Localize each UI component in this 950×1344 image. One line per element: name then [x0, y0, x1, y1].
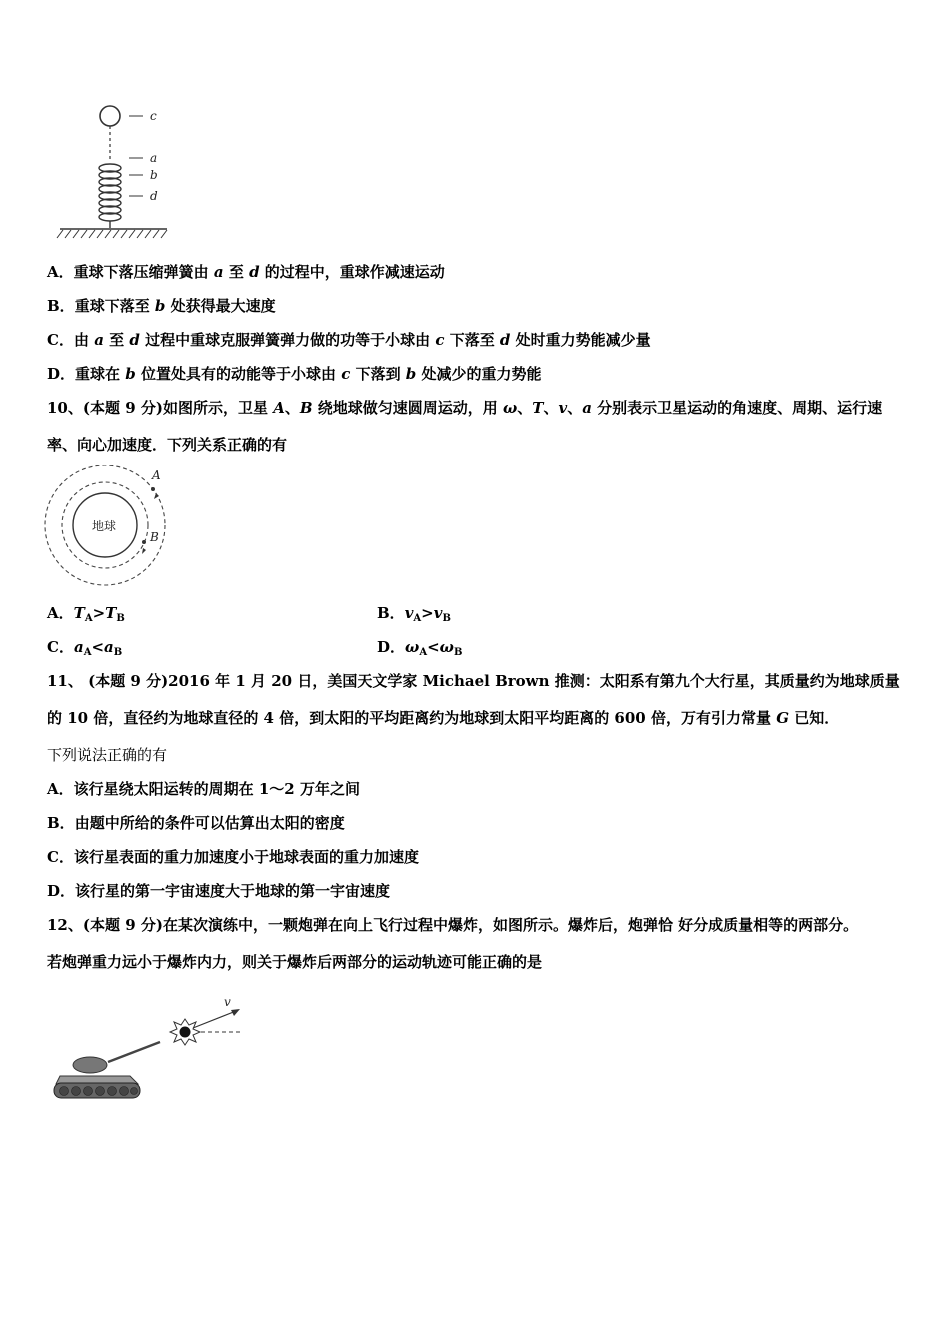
- label-sat-a: A: [152, 468, 161, 482]
- q11-option-d: D．该行星的第一宇宙速度大于地球的第一宇宙速度: [47, 882, 391, 900]
- q10-option-c: C．$a_A<a_B$: [47, 638, 123, 658]
- q10-option-d: D．$\omega_A<\omega_B$: [377, 638, 463, 658]
- label-b: b: [150, 168, 158, 182]
- earth-label: 地球: [92, 519, 117, 533]
- tank-icon: [54, 1042, 160, 1098]
- tank-figure: [48, 992, 248, 1107]
- satellite-b: [142, 540, 146, 544]
- q10-option-b: B．$v_A>v_B$: [377, 604, 451, 624]
- q12-stem-line2: 若炮弹重力远小于爆炸内力，则关于爆炸后两部分的运动轨迹可能正确的是: [47, 953, 543, 971]
- orbit-figure: [40, 465, 175, 590]
- label-a: a: [150, 151, 158, 165]
- q11-option-b: B．由题中所给的条件可以估算出太阳的密度: [47, 814, 345, 832]
- label-v: v: [224, 995, 231, 1009]
- velocity-arrow: [193, 1011, 236, 1028]
- q9-option-d: D．重球在 b 位置处具有的动能等于小球由 c 下落到 b 处减少的重力势能: [47, 365, 542, 383]
- q11-stem-line2: 的 10 倍，直径约为地球直径的 4 倍，到太阳的平均距离约为地球到太阳平均距离的 600 倍，万有引力常量 G 已知．: [47, 709, 840, 727]
- q11-stem-line1: 11、 (本题 9 分)2016 年 1 月 20 日，美国天文学家 Michael Brown 推测：太阳系有第九个大行星，其质量约为地球质量: [47, 672, 900, 690]
- q9-option-b: B．重球下落至 b 处获得最大速度: [47, 297, 276, 315]
- spring: [99, 164, 121, 221]
- label-d: d: [150, 189, 158, 203]
- q10-stem-line1: 10、(本题 9 分)如图所示，卫星 A、B 绕地球做匀速圆周运动，用 ω、T、v、a 分别表示卫星运动的角速度、周期、运行速: [47, 399, 883, 417]
- ball: [100, 106, 120, 126]
- explosion-icon: [170, 1019, 200, 1045]
- q12-stem-line1: 12、(本题 9 分)在某次演练中，一颗炮弹在向上飞行过程中爆炸，如图所示。爆炸后，炮弹恰 好分成质量相等的两部分。: [47, 916, 859, 934]
- satellite-a: [151, 487, 155, 491]
- label-sat-b: B: [150, 530, 159, 544]
- q9-option-a: A．重球下落压缩弹簧由 a 至 d 的过程中，重球作减速运动: [47, 263, 445, 281]
- q11-stem-line3: 下列说法正确的有: [47, 746, 168, 764]
- label-c: c: [150, 109, 157, 123]
- q10-option-a: A．$T_A>T_B$: [47, 604, 125, 624]
- tank-barrel: [108, 1042, 160, 1062]
- q9-option-c: C．由 a 至 d 过程中重球克服弹簧弹力做的功等于小球由 c 下落至 d 处时重力势能减少量: [47, 331, 651, 349]
- q11-option-c: C．该行星表面的重力加速度小于地球表面的重力加速度: [47, 848, 419, 866]
- spring-figure: [55, 98, 185, 243]
- q11-option-a: A．该行星绕太阳运转的周期在 1～2 万年之间: [47, 780, 360, 798]
- q10-stem-line2: 率、向心加速度．下列关系正确的有: [47, 436, 288, 454]
